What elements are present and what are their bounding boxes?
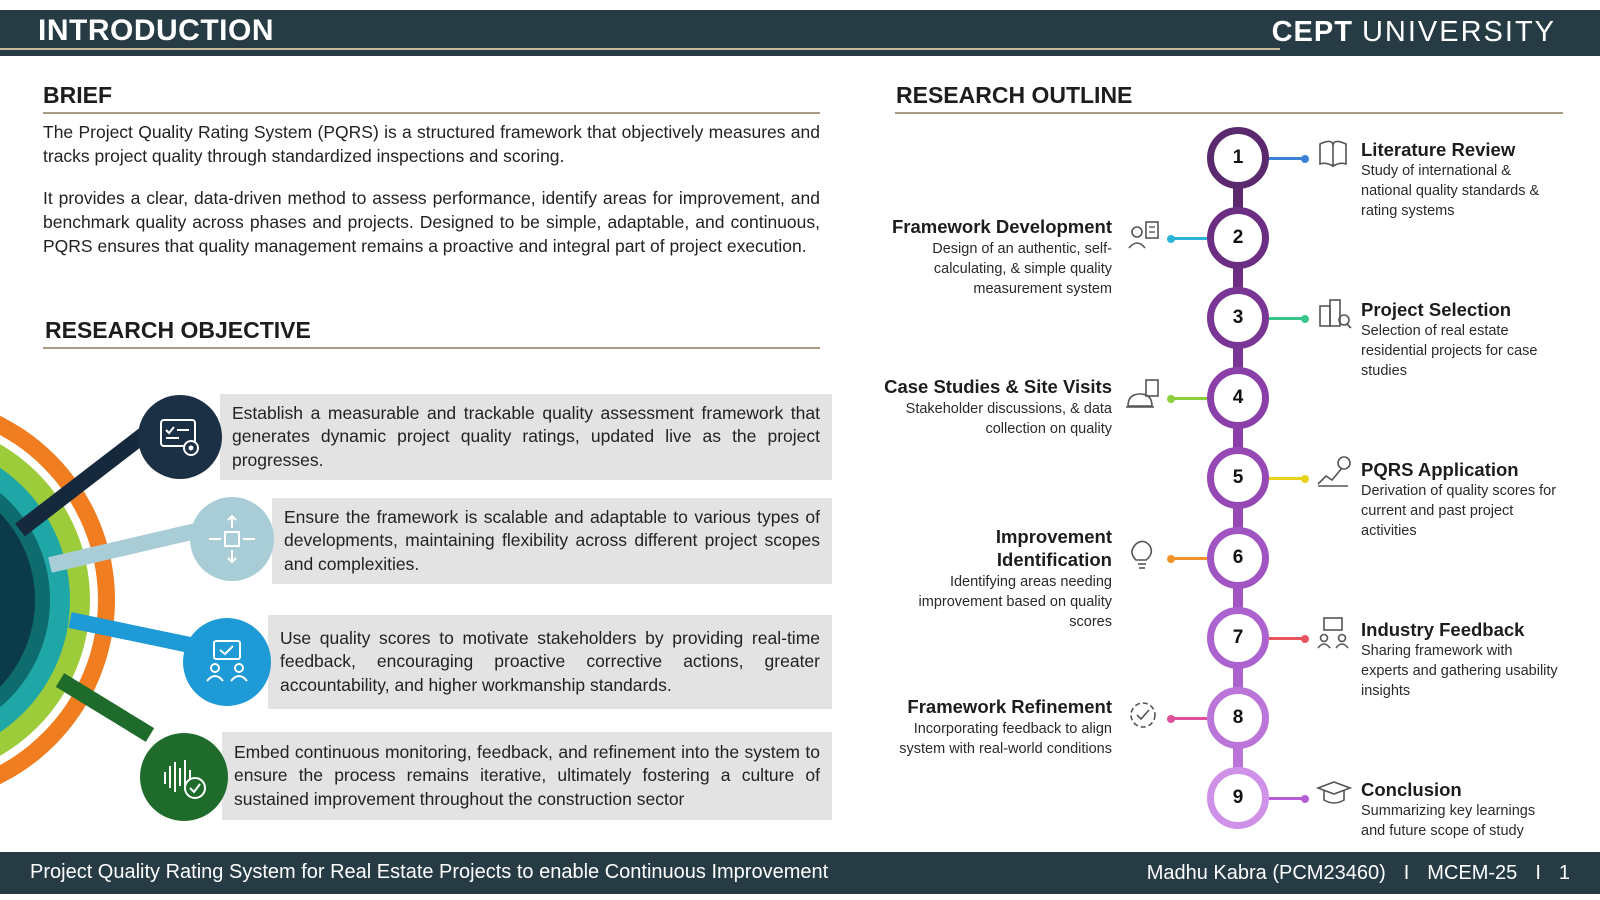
outline-step-description: Study of international & national quality standards & rating systems: [1361, 163, 1540, 219]
outline-step-node-5: [1207, 447, 1269, 509]
expand-arrows-icon: [205, 512, 259, 566]
outline-step-description: Identifying areas needing improvement based on quality scores: [918, 574, 1112, 630]
footer-bar: [0, 852, 1600, 894]
brief-paragraph-2: It provides a clear, data-driven method to assess performance, identify areas for improvement, and benchmark quality across phases and projects. Designed to be simple, adaptable, and continuous, PQRS ensures that quality management remains a proactive and integral part of project execution.: [43, 188, 820, 256]
objective-rule: [43, 347, 820, 349]
outline-step-node-2: [1207, 207, 1269, 269]
outline-step-description: Selection of real estate residential projects for case studies: [1361, 323, 1538, 379]
outline-connector: [1269, 157, 1305, 160]
outline-step-number: 9: [1232, 787, 1244, 808]
outline-rule: [895, 112, 1563, 114]
connector-dot: [1301, 315, 1309, 323]
book-icon: [1314, 134, 1352, 172]
outline-step-description: Derivation of quality scores for current and past project activities: [1361, 483, 1557, 539]
outline-step-title: Case Studies & Site Visits: [884, 376, 1112, 397]
objective-item-2: [272, 498, 832, 584]
outline-connector: [1269, 637, 1305, 640]
outline-connector: [1171, 717, 1207, 720]
objective-item-1: [220, 394, 832, 480]
objective-circle-3: [183, 618, 271, 706]
objective-circle-2: [190, 497, 274, 581]
outline-connector: [1269, 797, 1305, 800]
objective-heading: RESEARCH OBJECTIVE: [45, 317, 311, 343]
outline-step-title: Conclusion: [1361, 779, 1462, 800]
footer-separator-2: I: [1535, 862, 1541, 884]
outline-step-node-7: [1207, 607, 1269, 669]
header-bar: [0, 10, 1600, 56]
building-search-icon: [1314, 294, 1352, 332]
objective-item-4: [222, 732, 832, 820]
connector-dot: [1167, 715, 1175, 723]
footer-page-number: 1: [1558, 862, 1570, 884]
gear-check-icon: [1124, 696, 1162, 734]
slide-title: INTRODUCTION: [38, 14, 274, 47]
outline-step-title: Framework Development: [891, 216, 1112, 237]
outline-step-number: 6: [1232, 547, 1244, 568]
brief-paragraph-1: The Project Quality Rating System (PQRS) is a structured framework that objectively measures and tracks project quality through standardized inspections and scoring.: [43, 122, 820, 166]
connector-dot: [1167, 555, 1175, 563]
logo-bold: CEPT: [1271, 16, 1353, 48]
objective-circle-1: [138, 395, 222, 479]
footer-title: Project Quality Rating System for Real Estate Projects to enable Continuous Improvement: [30, 861, 829, 883]
graduation-cap-icon: [1314, 774, 1352, 812]
outline-step-number: 5: [1232, 467, 1244, 488]
outline-connector: [1171, 557, 1207, 560]
outline-step-number: 1: [1232, 147, 1244, 168]
university-logo: [1272, 16, 1556, 49]
outline-step-number: 3: [1232, 307, 1244, 328]
connector-dot: [1167, 235, 1175, 243]
objective-text-2: Ensure the framework is scalable and adaptable to various types of developments, maintaining flexibility across different project scopes and complexities.: [284, 506, 820, 574]
brief-heading: BRIEF: [43, 82, 112, 108]
connector-dot: [1301, 155, 1309, 163]
objective-item-3: [268, 615, 832, 709]
outline-step-number: 2: [1232, 227, 1244, 248]
outline-connector: [1269, 477, 1305, 480]
outline-step-number: 7: [1232, 627, 1244, 648]
logo-light: UNIVERSITY: [1361, 16, 1556, 48]
lightbulb-icon: [1124, 536, 1162, 574]
outline-step-title: Literature Review: [1361, 139, 1516, 160]
outline-heading: RESEARCH OUTLINE: [896, 82, 1133, 108]
footer-meta: [1147, 862, 1570, 885]
outline-step-number: 8: [1232, 707, 1244, 728]
settings-screen-icon: [155, 412, 205, 462]
outline-step-title: Framework Refinement: [907, 696, 1112, 717]
outline-step-node-6: [1207, 527, 1269, 589]
outline-step-node-8: [1207, 687, 1269, 749]
objective-text-4: Embed continuous monitoring, feedback, and refinement into the system to ensure the process remains iterative, ultimately fostering a culture of sustained improvement throughout the construction sector: [234, 741, 820, 809]
header-rule: [0, 48, 1280, 50]
outline-step-title: Improvement Identification: [995, 526, 1112, 570]
outline-step-description: Design of an authentic, self-calculating, & simple quality measurement system: [932, 241, 1112, 297]
outline-step-title: Industry Feedback: [1361, 619, 1525, 640]
footer-author: Madhu Kabra (PCM23460): [1146, 862, 1386, 884]
outline-step-description: Sharing framework with experts and gathering usability insights: [1361, 643, 1558, 699]
people-presentation-icon: [1314, 614, 1352, 652]
connector-dot: [1167, 395, 1175, 403]
outline-connector: [1171, 397, 1207, 400]
outline-step-node-3: [1207, 287, 1269, 349]
outline-step-title: Project Selection: [1361, 299, 1512, 320]
objective-text-3: Use quality scores to motivate stakeholders by providing real-time feedback, encouraging proactive corrective actions, greater accountability, and higher workmanship standards.: [280, 627, 820, 695]
outline-step-node-9: [1207, 767, 1269, 829]
brief-rule: [43, 112, 820, 114]
footer-separator-1: I: [1403, 862, 1410, 884]
connector-dot: [1301, 795, 1309, 803]
outline-step-number: 4: [1232, 387, 1244, 408]
person-checklist-icon: [1124, 216, 1162, 254]
monitoring-check-icon: [157, 750, 211, 804]
outline-connector: [1171, 237, 1207, 240]
outline-step-node-4: [1207, 367, 1269, 429]
chart-question-icon: [1314, 454, 1352, 492]
footer-course: MCEM-25: [1427, 862, 1518, 884]
outline-connector: [1269, 317, 1305, 320]
outline-step-description: Stakeholder discussions, & data collection on quality: [905, 401, 1112, 437]
team-feedback-icon: [200, 635, 254, 689]
outline-step-title: PQRS Application: [1361, 459, 1519, 480]
connector-dot: [1301, 475, 1309, 483]
outline-step-description: Incorporating feedback to align system with real-world conditions: [899, 721, 1112, 757]
objective-text-1: Establish a measurable and trackable quality assessment framework that generates dynamic project quality ratings, updated live as the project progresses.: [232, 402, 820, 470]
objective-circle-4: [140, 733, 228, 821]
hardhat-clipboard-icon: [1124, 376, 1162, 414]
outline-step-description: Summarizing key learnings and future scope of study: [1361, 803, 1536, 839]
outline-step-node-1: [1207, 127, 1269, 189]
connector-dot: [1301, 635, 1309, 643]
